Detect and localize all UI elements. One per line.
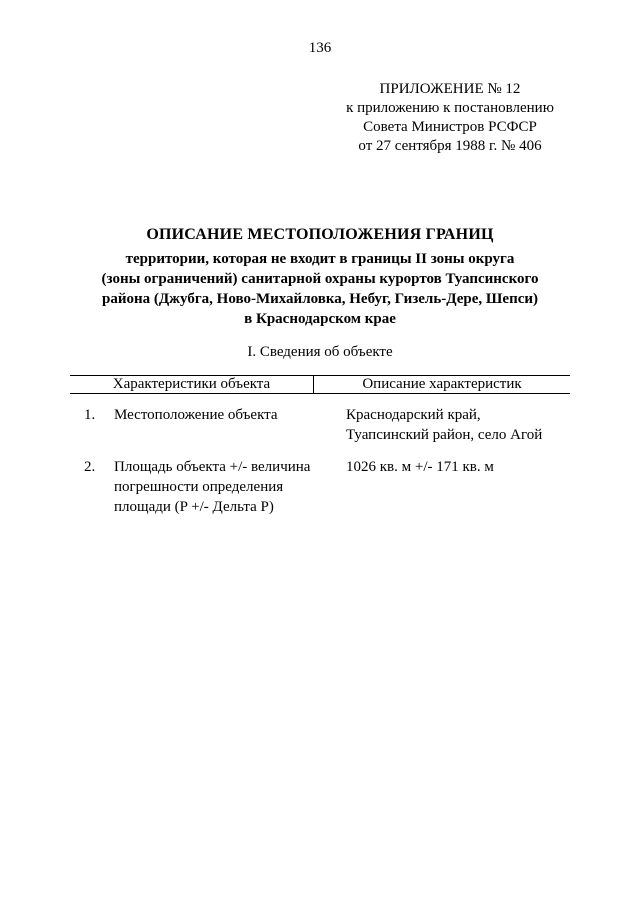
table-header-description: Описание характеристик xyxy=(362,376,522,392)
characteristic-line: погрешности определения xyxy=(114,479,284,495)
section-heading: I. Сведения об объекте xyxy=(247,344,393,360)
table-header-characteristics: Характеристики объекта xyxy=(112,376,271,392)
appendix-line: Совета Министров РСФСР xyxy=(363,119,537,135)
row-description xyxy=(346,457,494,477)
description-line: 1026 кв. м +/- 171 кв. м xyxy=(346,459,494,475)
subtitle-line: района (Джубга, Ново-Михайловка, Небуг, Гизель-Дере, Шепси) xyxy=(101,291,539,307)
characteristic-line: площади (P +/- Дельта P) xyxy=(114,499,274,515)
appendix-reference xyxy=(330,80,570,156)
subtitle-line: (зоны ограничений) санитарной охраны курортов Туапсинского xyxy=(101,271,539,287)
description-line: Краснодарский край, xyxy=(346,407,481,423)
subtitle-line: в Краснодарском крае xyxy=(244,311,396,327)
appendix-line: к приложению к постановлению xyxy=(346,100,554,116)
row-description xyxy=(346,405,542,445)
page-number: 136 xyxy=(308,40,332,56)
appendix-title: ПРИЛОЖЕНИЕ № 12 xyxy=(379,81,521,97)
table-header-rule xyxy=(70,393,570,394)
appendix-line: от 27 сентября 1988 г. № 406 xyxy=(358,138,542,154)
document-title: ОПИСАНИЕ МЕСТОПОЛОЖЕНИЯ ГРАНИЦ xyxy=(146,226,494,243)
description-line: Туапсинский район, село Агой xyxy=(346,427,543,443)
row-number: 2. xyxy=(84,459,96,475)
row-characteristic xyxy=(114,405,278,425)
row-characteristic xyxy=(114,457,310,517)
subtitle-line: территории, которая не входит в границы II зоны округа xyxy=(125,251,515,267)
row-number: 1. xyxy=(84,407,96,423)
characteristic-line: Площадь объекта +/- величина xyxy=(114,459,311,475)
document-subtitle xyxy=(0,249,640,329)
characteristic-line: Местоположение объекта xyxy=(114,407,278,423)
